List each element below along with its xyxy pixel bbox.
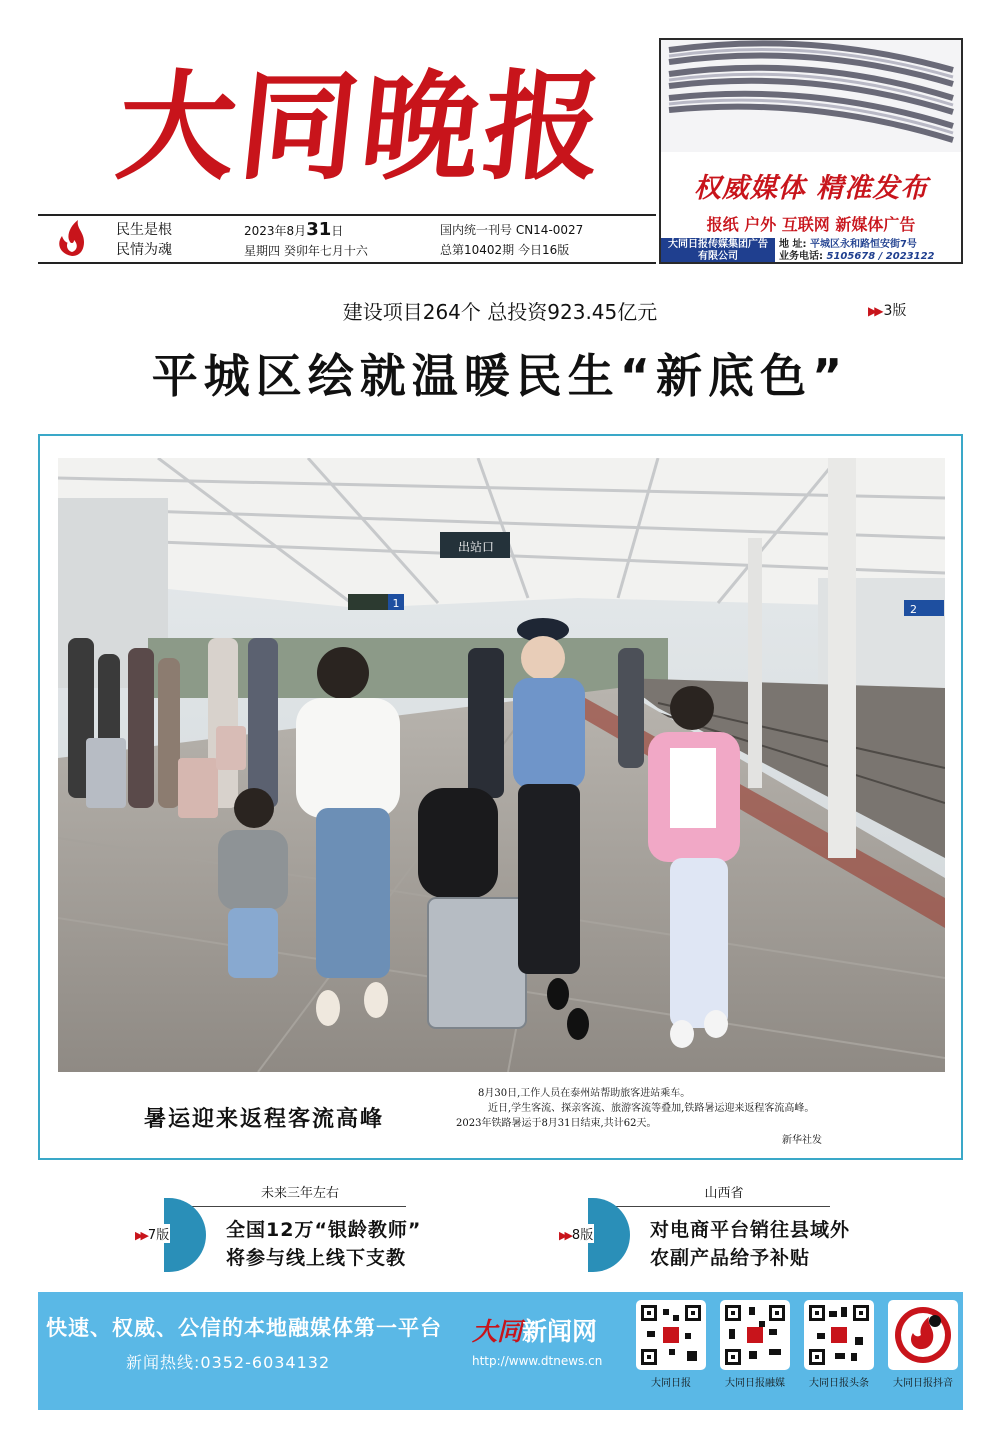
lead-page-ref-label: 3版 [883, 303, 907, 319]
issn: 国内统一刊号 CN14-0027 [440, 223, 584, 237]
teaser-page-ref-label: 8版 [571, 1228, 594, 1243]
banner-brand[interactable] [472, 1312, 597, 1348]
teaser-title-line-2: 农副产品给予补贴 [650, 1247, 811, 1269]
issue-number: 总第10402期 今日16版 [440, 243, 570, 257]
newspaper-pages-graphic [661, 40, 961, 152]
exit-sign: 出站口 [457, 540, 495, 554]
teaser-label: 山西省 [704, 1186, 744, 1201]
ad-phone: 5105678 / 2023122 [826, 251, 935, 262]
qr-code-toutiao[interactable] [804, 1300, 874, 1390]
advertisement-box[interactable] [659, 38, 963, 264]
photo-illustration [58, 458, 945, 1072]
lead-headline[interactable]: 平城区绘就温暖民生“新底色” [151, 349, 849, 403]
banner-url[interactable]: http://www.dtnews.cn [472, 1354, 603, 1368]
arrow-right-icon: ▶▶ [559, 1229, 570, 1242]
teaser-rule [166, 1206, 406, 1207]
teaser-title[interactable] [226, 1216, 421, 1272]
ad-footer [661, 238, 961, 264]
ad-contact [775, 238, 961, 264]
qr-code-douyin[interactable] [888, 1300, 958, 1390]
photo-caption-title: 暑运迎来返程客流高峰 [144, 1107, 385, 1132]
issue-block [440, 220, 583, 260]
teaser-title-line-1: 全国12万“银龄教师” [226, 1219, 422, 1241]
qr-code-daily[interactable] [636, 1300, 706, 1390]
banner-hotline: 新闻热线:0352-6034132 [126, 1353, 331, 1372]
qr-label: 大同日报头条 [809, 1378, 869, 1389]
caption-line-3: 2023年铁路暑运于8月31日结束,共计62天。 [456, 1118, 657, 1129]
teaser-tab [588, 1198, 630, 1272]
ad-slogan: 权威媒体 精准发布 [693, 173, 929, 204]
qr-label: 大同日报融媒 [725, 1378, 785, 1389]
qr-code-icon [807, 1303, 871, 1367]
douyin-logo-icon [891, 1303, 955, 1367]
teaser-page-ref-label: 7版 [147, 1228, 170, 1243]
teaser-tab [164, 1198, 206, 1272]
date-day: 31 [306, 219, 332, 240]
caption-line-1: 8月30日,工作人员在泰州站帮助旅客进站乘车。 [478, 1088, 691, 1099]
date-suffix: 日 [331, 224, 344, 238]
lead-kicker: 建设项目264个 总投资923.45亿元 [342, 300, 658, 324]
date-block [244, 220, 368, 261]
teaser-rule [590, 1206, 830, 1207]
qr-code-icon [723, 1303, 787, 1367]
teaser-page-ref[interactable] [134, 1224, 170, 1243]
qr-code-icon [639, 1303, 703, 1367]
teaser-title[interactable] [650, 1216, 850, 1272]
ad-channels: 报纸 户外 互联网 新媒体广告 [706, 215, 916, 234]
motto-line-2: 民情为魂 [116, 242, 172, 258]
caption-line-2: 近日,学生客流、探亲客流、旅游客流等叠加,铁路暑运迎来返程客流高峰。 [488, 1103, 815, 1114]
qr-label: 大同日报 [651, 1378, 691, 1389]
bottom-banner [38, 1292, 963, 1410]
qr-code-rongmei[interactable] [720, 1300, 790, 1390]
ad-address: 平城区永和路恒安街7号 [809, 239, 917, 250]
banner-brand-white: 新闻网 [522, 1317, 598, 1346]
motto [116, 220, 172, 260]
teaser-title-line-1: 对电商平台销往县域外 [650, 1219, 851, 1241]
teaser-label: 未来三年左右 [260, 1186, 339, 1201]
weekday-lunar: 星期四 癸卯年七月十六 [244, 244, 368, 258]
ad-company: 大同日报传媒集团广告有限公司 [661, 238, 775, 264]
photo-frame [38, 434, 963, 1160]
lead-page-ref[interactable] [868, 300, 906, 320]
banner-slogan: 快速、权威、公信的本地融媒体第一平台 [46, 1316, 442, 1340]
info-rule-bottom [38, 262, 656, 264]
photo-caption-text [456, 1086, 936, 1131]
ad-address-label: 地 址: [779, 239, 807, 250]
arrow-right-icon: ▶▶ [868, 304, 881, 318]
teaser-page-ref[interactable] [558, 1224, 594, 1243]
arrow-right-icon: ▶▶ [135, 1229, 146, 1242]
platform-number-sign-2: 2 [910, 603, 917, 616]
date-prefix: 2023年8月 [244, 224, 307, 238]
motto-line-1: 民生是根 [116, 222, 172, 238]
masthead-title: 大同晚报 [110, 57, 614, 196]
ad-phone-label: 业务电话: [779, 251, 823, 262]
flame-logo-icon [54, 218, 90, 258]
platform-number-sign: 1 [392, 597, 400, 610]
teaser-silver-teachers[interactable] [135, 1182, 450, 1274]
qr-label: 大同日报抖音 [893, 1378, 953, 1389]
banner-brand-red: 大同 [472, 1317, 523, 1346]
info-rule-top [38, 214, 656, 216]
photo-credit: 新华社发 [782, 1135, 822, 1146]
teaser-ecommerce-subsidy[interactable] [559, 1182, 874, 1274]
railway-platform-photo[interactable] [58, 458, 945, 1072]
teaser-title-line-2: 将参与线上线下支教 [226, 1247, 407, 1269]
